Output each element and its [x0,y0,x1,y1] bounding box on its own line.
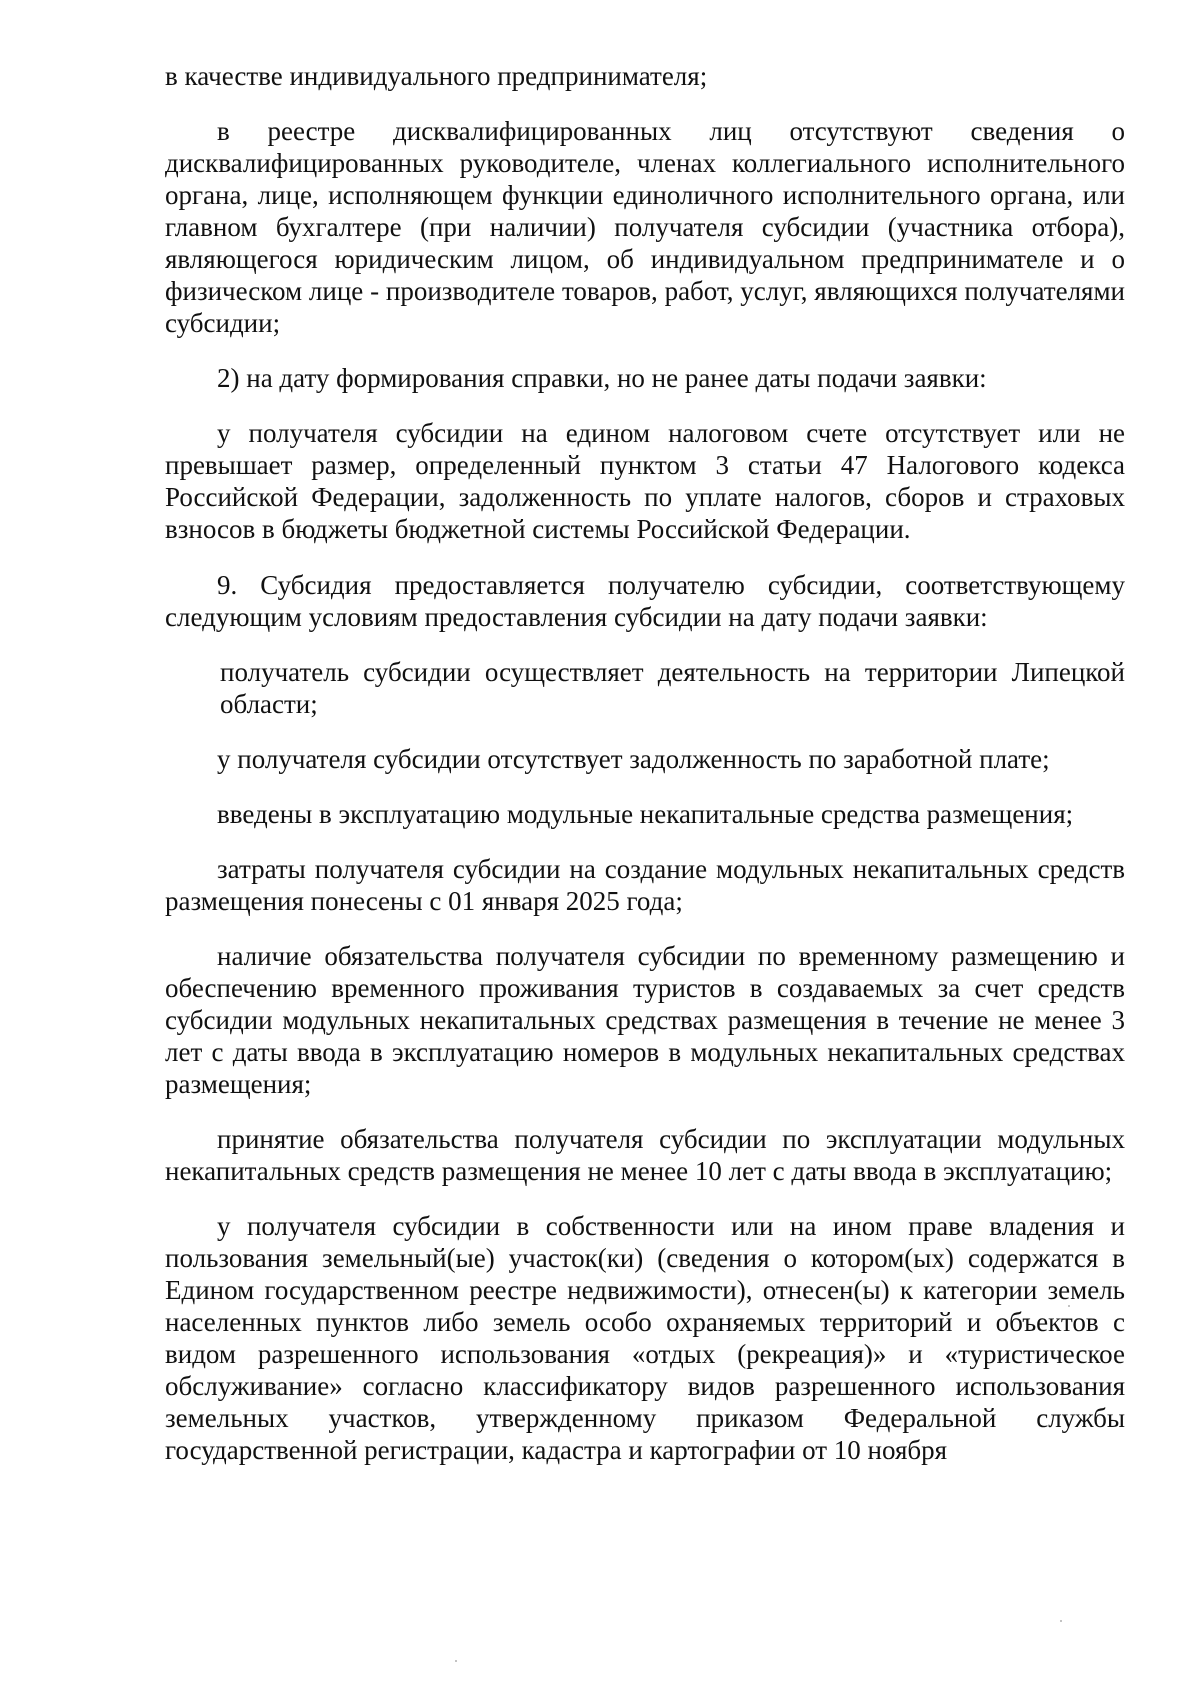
paragraph-clause-9: 9. Субсидия предоставляется получателю субсидии, соответствующему следующим условиям предоставления субсидии на дату подачи заявки: [165,570,1125,632]
paragraph-costs-since-2025: затраты получателя субсидии на создание модульных некапитальных средств размещения понесены с 01 января 2025 года; [165,854,1125,916]
paragraph-tax-debt: у получателя субсидии на едином налоговом счете отсутствует или не превышает размер, определенный пунктом 3 статьи 47 Налогового кодекса Российской Федерации, задолженность по уплате налогов, сборов и страховых взносов в бюджеты бюджетной системы Российской Федерации. [165,418,1125,544]
paragraph-operation-obligation: принятие обязательства получателя субсидии по эксплуатации модульных некапитальных средств размещения не менее 10 лет с даты ввода в эксплуатацию; [165,1124,1125,1186]
scan-speck [1060,1620,1062,1622]
paragraph-item-2: 2) на дату формирования справки, но не ранее даты подачи заявки: [217,363,987,393]
scan-speck [1068,1305,1070,1307]
paragraph-land-plot: у получателя субсидии в собственности или на ином праве владения и пользования земельный(ые) участок(ки) (сведения о котором(ых) содержатся в Едином государственном реестре недвижимости), отнесен(ы) к категории земель населенных пунктов либо земель особо охраняемых территорий и объектов с видом разрешенного использования «отдых (рекреация)» и «туристическое обслуживание» согласно классификатору видов разрешенного использования земельных участков, утвержденному приказом Федеральной службы государственной регистрации, кадастра и картографии от 10 ноября [165,1211,1125,1465]
paragraph-lipetsk-region: получатель субсидии осуществляет деятельность на территории Липецкой области; [220,657,1125,719]
paragraph-continuation: в качестве индивидуального предпринимателя; [165,61,708,91]
scan-speck [455,1660,457,1662]
paragraph-commissioned: введены в эксплуатацию модульные некапитальные средства размещения; [217,799,1074,829]
paragraph-no-wage-debt: у получателя субсидии отсутствует задолженность по заработной плате; [217,744,1050,774]
paragraph-accommodation-obligation: наличие обязательства получателя субсидии по временному размещению и обеспечению временного проживания туристов в создаваемых за счет средств субсидии модульных некапитальных средствах размещения в течение не менее 3 лет с даты ввода в эксплуатацию номеров в модульных некапитальных средствах размещения; [165,941,1125,1099]
paragraph-disqualified-registry: в реестре дисквалифицированных лиц отсутствуют сведения о дисквалифицированных руководителе, членах коллегиального исполнительного органа, лице, исполняющем функции единоличного исполнительного органа, или главном бухгалтере (при наличии) получателя субсидии (участника отбора), являющегося юридическим лицом, об индивидуальном предпринимателе и о физическом лице - производителе товаров, работ, услуг, являющихся получателями субсидии; [165,116,1125,338]
document-text [165,60,1125,1489]
